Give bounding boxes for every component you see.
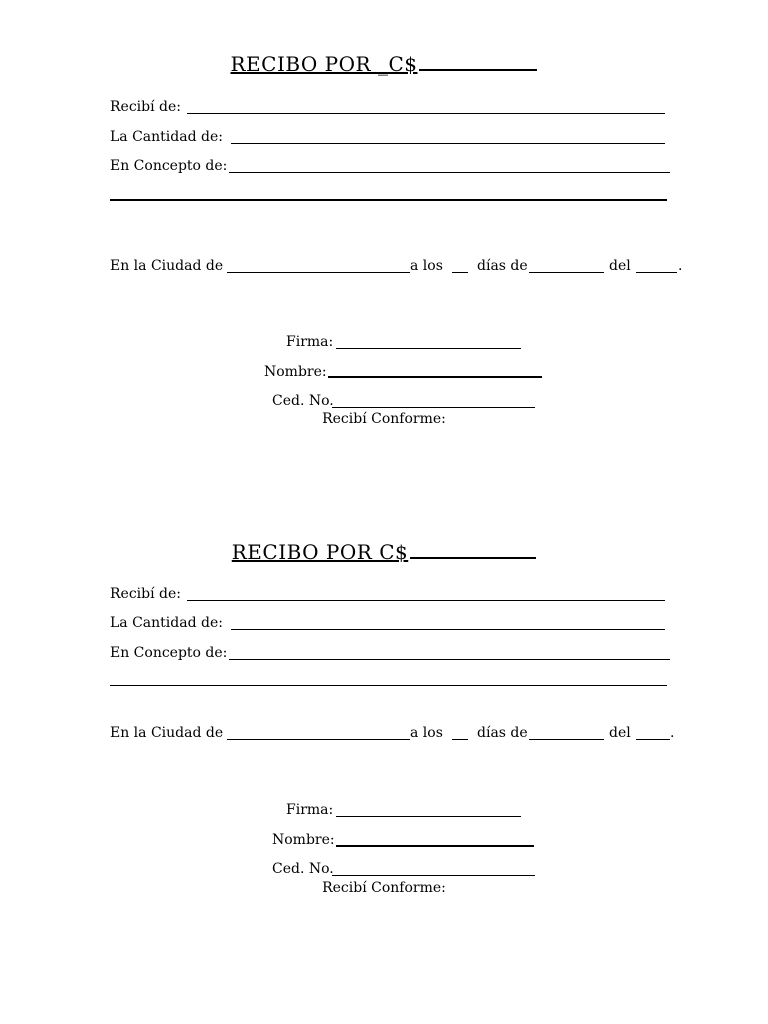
amount-blank [410,557,536,559]
cedula-line [332,407,535,408]
nombre-label: Nombre: [272,832,335,848]
concepto-extra-line [110,685,667,686]
firma-line [336,348,521,349]
receipt-title [0,540,768,564]
a-los-label: a los [410,725,443,741]
nombre-line [336,845,534,847]
mes-line [529,272,604,273]
firma-line [336,816,521,817]
nombre-label: Nombre: [264,364,327,380]
title-text: RECIBO POR C$ [231,540,409,564]
cedula-line [332,875,535,876]
cantidad-label: La Cantidad de: [110,129,223,145]
dia-line [452,739,468,740]
concepto-line [229,659,670,660]
cedula-label: Ced. No. [272,861,334,877]
anio-line [636,739,670,740]
ciudad-line [227,272,410,273]
receipt-title [0,52,768,76]
cantidad-label: La Cantidad de: [110,615,223,631]
period: . [678,258,683,274]
recibi-conforme-label: Recibí Conforme: [322,880,446,896]
firma-label: Firma: [286,802,334,818]
recibi-de-label: Recibí de: [110,586,181,602]
cantidad-line [231,143,665,144]
ciudad-line [227,739,410,740]
ciudad-label: En la Ciudad de [110,258,224,274]
period: . [670,725,675,741]
dias-de-label: días de [477,725,528,741]
dias-de-label: días de [477,258,528,274]
recibi-de-line [187,600,665,601]
concepto-label: En Concepto de: [110,158,228,174]
nombre-line [328,376,542,378]
del-label: del [609,258,631,274]
dia-line [452,272,468,273]
firma-label: Firma: [286,334,334,350]
ciudad-label: En la Ciudad de [110,725,224,741]
cantidad-line [231,629,665,630]
del-label: del [609,725,631,741]
recibi-de-line [187,113,665,114]
concepto-label: En Concepto de: [110,645,228,661]
amount-blank [419,69,537,71]
mes-line [529,739,604,740]
title-text: RECIBO POR _C$ [230,52,418,76]
cedula-label: Ced. No. [272,393,334,409]
anio-line [636,272,677,273]
concepto-extra-line [110,199,667,201]
concepto-line [229,172,670,173]
a-los-label: a los [410,258,443,274]
recibi-conforme-label: Recibí Conforme: [322,411,446,427]
recibi-de-label: Recibí de: [110,99,181,115]
